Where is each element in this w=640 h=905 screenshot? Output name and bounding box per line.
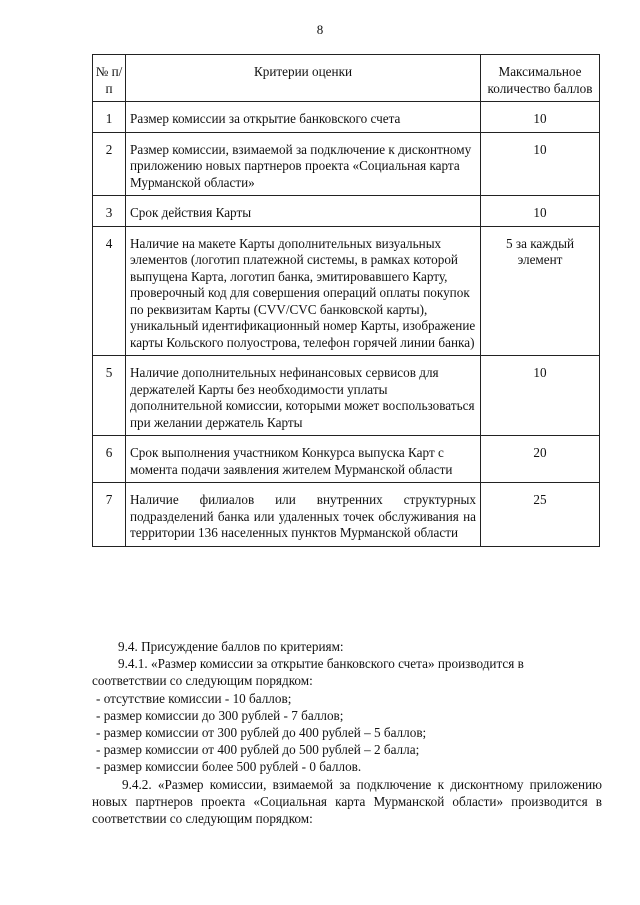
- list-item: - размер комиссии от 400 рублей до 500 рублей – 2 балла;: [96, 742, 420, 758]
- row-num: 4: [93, 226, 126, 356]
- paragraph-941-cont: соответствии со следующим порядком:: [92, 673, 313, 689]
- header-criteria: Критерии оценки: [126, 55, 481, 102]
- criteria-table: [92, 54, 600, 547]
- page-number: 8: [316, 22, 324, 37]
- paragraph-941-body: [92, 672, 602, 827]
- list-item: - размер комиссии от 300 рублей до 400 рублей – 5 баллов;: [96, 725, 427, 741]
- table-header-row: [93, 55, 600, 102]
- row-criteria: Срок выполнения участником Конкурса выпуска Карт с момента подачи заявления жителем Мурманской области: [126, 436, 481, 483]
- row-num: 5: [93, 356, 126, 436]
- row-num: 1: [93, 102, 126, 133]
- header-points: Максимальное количество баллов: [481, 55, 600, 102]
- table-row: [93, 483, 600, 547]
- list-item: - размер комиссии более 500 рублей - 0 баллов.: [96, 759, 362, 775]
- row-num: 7: [93, 483, 126, 547]
- row-criteria: Размер комиссии за открытие банковского счета: [126, 102, 481, 133]
- row-points: 25: [481, 483, 600, 547]
- row-points: 20: [481, 436, 600, 483]
- table-row: [93, 436, 600, 483]
- table-row: [93, 196, 600, 227]
- row-num: 2: [93, 132, 126, 196]
- row-num: 6: [93, 436, 126, 483]
- row-points: 10: [481, 196, 600, 227]
- table-row: [93, 226, 600, 356]
- paragraph-941-intro: 9.4.1. «Размер комиссии за открытие банковского счета» производится в: [118, 656, 524, 672]
- table-row: [93, 102, 600, 133]
- row-points: 10: [481, 102, 600, 133]
- list-item: - отсутствие комиссии - 10 баллов;: [96, 690, 292, 706]
- body-text: [92, 638, 602, 827]
- list-item: - размер комиссии до 300 рублей - 7 баллов;: [96, 707, 344, 723]
- row-points: 10: [481, 356, 600, 436]
- row-points: 10: [481, 132, 600, 196]
- row-criteria: Наличие на макете Карты дополнительных визуальных элементов (логотип платежной системы, в рамках которой выпущена Карта, логотип банка, эмитировавшего Карту, проверочный код для совершения операций оплаты покупок по реквизитам Карты (CVV/CVC банковской карты), уникальный идентификационный номер Карты, изображение карты Кольского полуострова, телефон горячей линии банка): [126, 226, 481, 356]
- row-criteria: Срок действия Карты: [126, 196, 481, 227]
- row-criteria: Размер комиссии, взимаемой за подключение к дисконтному приложению новых партнеров проекта «Социальная карта Мурманской области»: [126, 132, 481, 196]
- section-heading: 9.4. Присуждение баллов по критериям:: [118, 639, 344, 654]
- row-criteria: Наличие филиалов или внутренних структурных подразделений банка или удаленных точек обслуживания на территории 136 населенных пунктов Мурманской области: [126, 483, 481, 547]
- table-row: [93, 132, 600, 196]
- row-points: 5 за каждый элемент: [481, 226, 600, 356]
- header-num: № п/п: [93, 55, 126, 102]
- table-row: [93, 356, 600, 436]
- paragraph-942: 9.4.2. «Размер комиссии, взимаемой за подключение к дисконтному приложению новых партнеров проекта «Социальная карта Мурманской области» производится в соответствии со следующим порядком:: [92, 776, 602, 827]
- row-num: 3: [93, 196, 126, 227]
- row-criteria: Наличие дополнительных нефинансовых сервисов для держателей Карты без необходимости уплаты дополнительной комиссии, которыми может воспользоваться при желании держатель Карты: [126, 356, 481, 436]
